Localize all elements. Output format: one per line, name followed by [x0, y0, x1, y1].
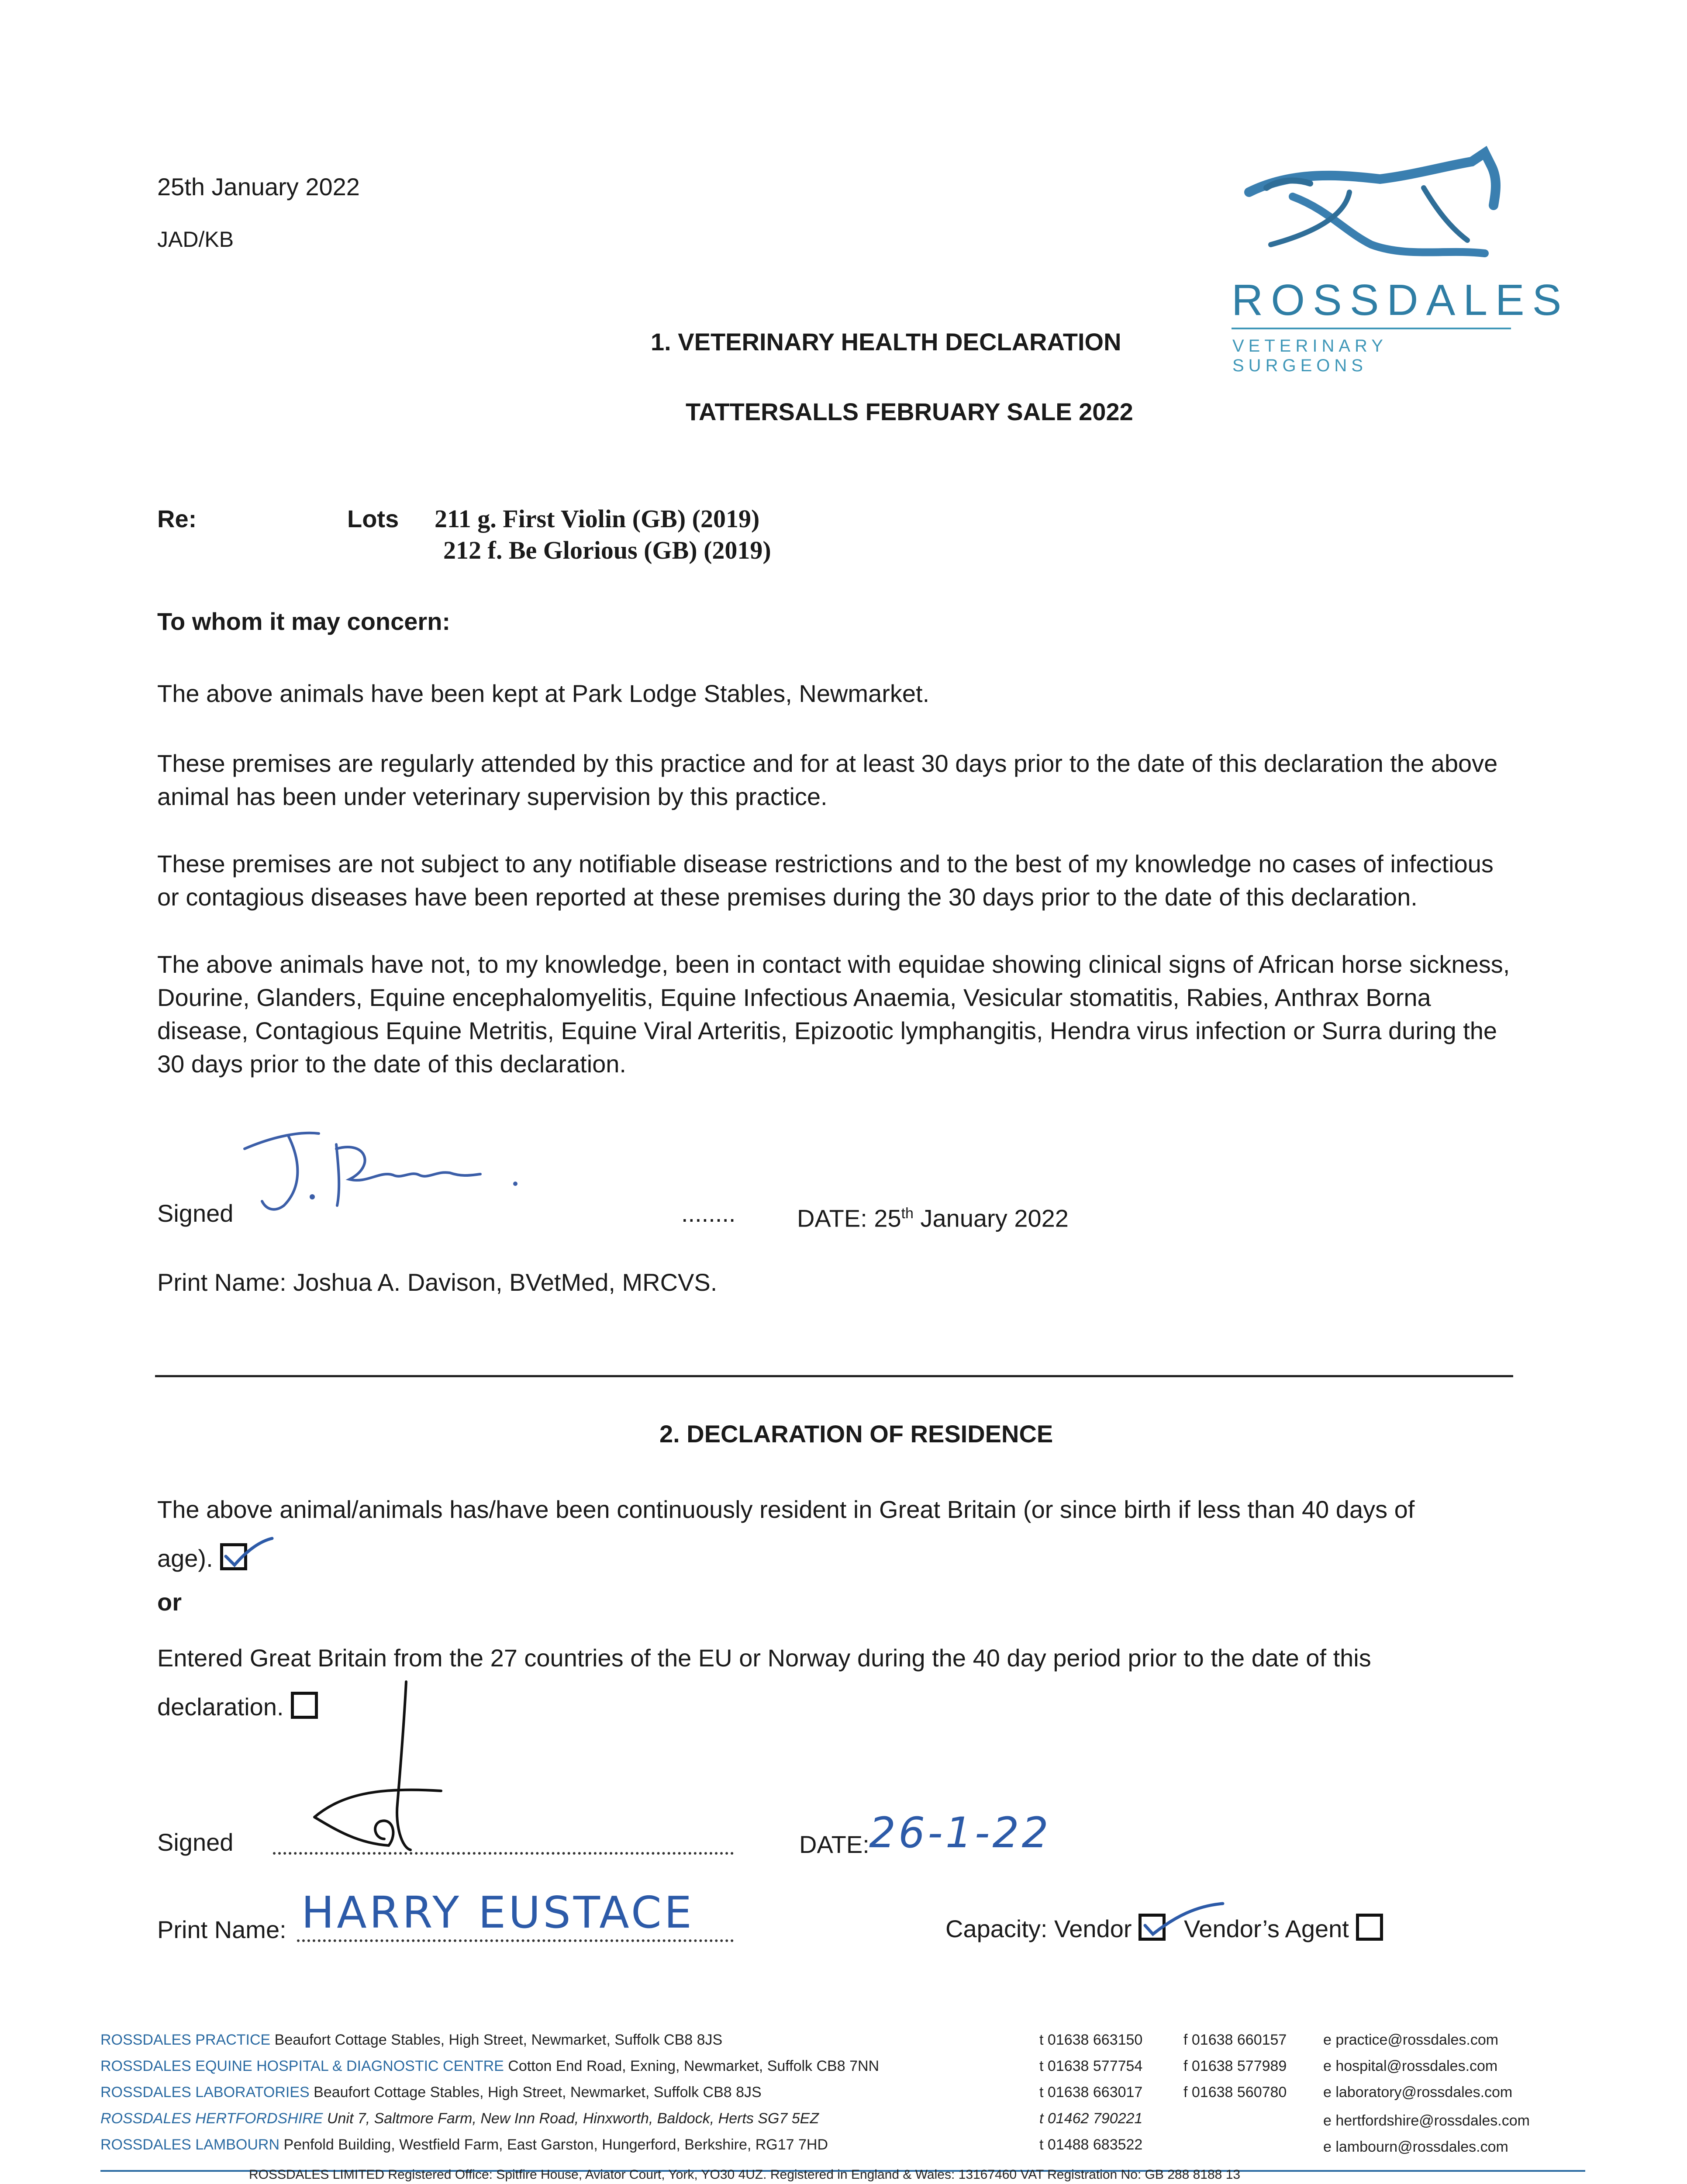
footer-tel: t 01638 663017 [1039, 2084, 1143, 2101]
vendor-signature [306, 1673, 454, 1865]
salutation: To whom it may concern: [157, 608, 451, 635]
letter-date: 25th January 2022 [157, 173, 360, 200]
footer-tel: t 01462 790221 [1039, 2110, 1143, 2127]
vendor-print-name-label: Print Name: [157, 1916, 286, 1943]
section1-title: 1. VETERINARY HEALTH DECLARATION [651, 328, 1121, 356]
paragraph: These premises are regularly attended by this practice and for at least 30 days prior to the date of this declaration the above animal has been under veterinary supervision by this practice. [157, 750, 1498, 810]
lot-item: 211 g. First Violin (GB) (2019) [435, 505, 760, 533]
footer-email[interactable]: e practice@rossdales.com [1323, 2032, 1499, 2048]
footer-row: ROSSDALES LAMBOURN Penfold Building, Westfield Farm, East Garston, Hungerford, Berkshire, RG17 7HD [100, 2136, 828, 2153]
registered-office: ROSSDALES LIMITED Registered Office: Spitfire House, Aviator Court, York, YO30 4UZ. Registered in England & Wales: 13167460 VAT Registration No: GB 288 8188 13 [249, 2167, 1241, 2182]
vendor-checkbox[interactable] [1138, 1914, 1166, 1941]
residence-option-eu: Entered Great Britain from the 27 countries of the EU or Norway during the 40 day period prior to the date of this declaration. [157, 1644, 1371, 1721]
footer-row: ROSSDALES HERTFORDSHIRE Unit 7, Saltmore Farm, New Inn Road, Hinxworth, Baldock, Herts SG7 5EZ [100, 2110, 819, 2127]
section2-title: 2. DECLARATION OF RESIDENCE [659, 1420, 1053, 1448]
or-label: or [157, 1588, 182, 1616]
lots-label: Lots [347, 505, 399, 532]
vet-signature [236, 1118, 550, 1219]
footer-row: ROSSDALES PRACTICE Beaufort Cottage Stables, High Street, Newmarket, Suffolk CB8 8JS [100, 2032, 723, 2048]
vendor-print-name: HARRY EUSTACE [301, 1887, 694, 1938]
section1-subtitle: TATTERSALLS FEBRUARY SALE 2022 [686, 398, 1133, 425]
vendor-date: 26-1-22 [869, 1808, 1051, 1857]
footer-fax: f 01638 577989 [1183, 2058, 1287, 2074]
logo-name: ROSSDALES [1232, 276, 1570, 325]
footer-row: ROSSDALES EQUINE HOSPITAL & DIAGNOSTIC CENTRE Cotton End Road, Exning, Newmarket, Suffolk CB8 7NN [100, 2058, 880, 2074]
print-name-line [297, 1939, 734, 1942]
footer-tel: t 01638 663150 [1039, 2032, 1143, 2048]
signature-dots: ........ [681, 1199, 736, 1227]
footer-fax: f 01638 560780 [1183, 2084, 1287, 2101]
lot-item: 212 f. Be Glorious (GB) (2019) [443, 536, 771, 564]
vet-date: DATE: 25th January 2022 [797, 1204, 1069, 1232]
paragraph: The above animals have been kept at Park Lodge Stables, Newmarket. [157, 680, 930, 707]
divider [155, 1375, 1513, 1377]
vendors-agent-checkbox[interactable] [1356, 1914, 1383, 1941]
logo-subtitle: VETERINARY SURGEONS [1232, 336, 1387, 375]
capacity-line: Capacity: Vendor Vendor’s Agent [945, 1912, 1383, 1946]
footer-tel: t 01488 683522 [1039, 2136, 1143, 2153]
footer-fax: f 01638 660157 [1183, 2032, 1287, 2048]
paragraph: The above animals have not, to my knowledge, been in contact with equidae showing clinical signs of African horse sickness, Dourine, Glanders, Equine encephalomyelitis, Equine Infectious Anaemia, Vesicular stomatitis, Rabies, Anthrax Borna disease, Contagious Equine Metritis, Equine Viral Arteritis, Epizootic lymphangitis, Hendra virus infection or Surra during the 30 days prior to the date of this declaration. [157, 950, 1510, 1078]
rossdales-logo [1232, 144, 1570, 375]
letter-reference: JAD/KB [157, 227, 234, 252]
vendor-date-label: DATE: [799, 1831, 869, 1858]
signed-label: Signed [157, 1199, 234, 1227]
signed-label: Signed [157, 1828, 234, 1856]
residence-option-gb: The above animal/animals has/have been continuously resident in Great Britain (or since birth if less than 40 days of age). [157, 1496, 1415, 1572]
footer-email[interactable]: e hertfordshire@rossdales.com [1323, 2112, 1530, 2129]
vet-print-name: Print Name: Joshua A. Davison, BVetMed, MRCVS. [157, 1268, 718, 1296]
footer-tel: t 01638 577754 [1039, 2058, 1143, 2074]
footer-email[interactable]: e lambourn@rossdales.com [1323, 2139, 1508, 2155]
re-label: Re: [157, 505, 197, 532]
footer-email[interactable]: e hospital@rossdales.com [1323, 2058, 1498, 2074]
horse-logo-icon [1240, 144, 1502, 275]
footer-email[interactable]: e laboratory@rossdales.com [1323, 2084, 1513, 2101]
paragraph: These premises are not subject to any notifiable disease restrictions and to the best of my knowledge no cases of infectious or contagious diseases have been reported at these premises during the 30 days prior to the date of this declaration. [157, 850, 1494, 911]
footer-row: ROSSDALES LABORATORIES Beaufort Cottage Stables, High Street, Newmarket, Suffolk CB8 8JS [100, 2084, 762, 2101]
gb-resident-checkbox[interactable] [220, 1543, 247, 1570]
